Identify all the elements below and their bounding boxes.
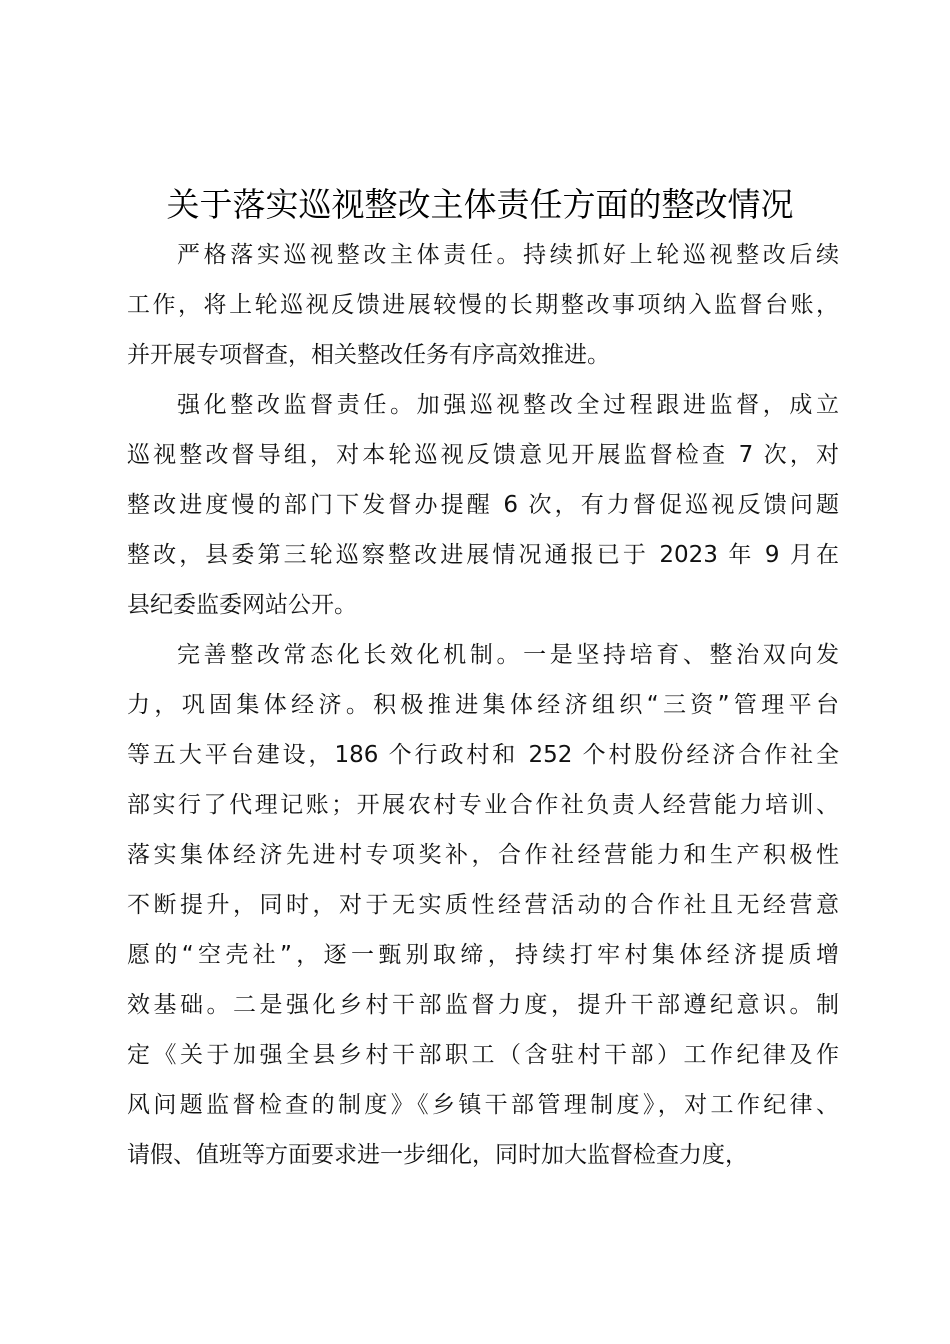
text-line: 愿的“空壳社”，逐一甄别取缔，持续打牢村集体经济提质增 — [127, 942, 839, 968]
text-line: 落实集体经济先进村专项奖补，合作社经营能力和生产积极性 — [127, 842, 839, 868]
text-line: 部实行了代理记账；开展农村专业合作社负责人经营能力培训、 — [127, 792, 839, 818]
paragraph-long-term-mechanism — [127, 630, 839, 1180]
text-line: 强化整改监督责任。加强巡视整改全过程跟进监督，成立 — [177, 392, 839, 418]
text-line: 严格落实巡视整改主体责任。持续抓好上轮巡视整改后续 — [177, 242, 839, 268]
document-body — [127, 230, 839, 1180]
text-line: 等五大平台建设，186 个行政村和 252 个村股份经济合作社全 — [127, 742, 839, 768]
text-line: 整改，县委第三轮巡察整改进展情况通报已于 2023 年 9 月在 — [127, 542, 839, 568]
text-line: 效基础。二是强化乡村干部监督力度，提升干部遵纪意识。制 — [127, 992, 839, 1018]
text-line: 巡视整改督导组，对本轮巡视反馈意见开展监督检查 7 次，对 — [127, 442, 839, 468]
text-line: 风问题监督检查的制度》《乡镇干部管理制度》，对工作纪律、 — [127, 1092, 839, 1118]
paragraph-supervision-responsibility — [127, 380, 839, 630]
text-line: 不断提升，同时，对于无实质性经营活动的合作社且无经营意 — [127, 892, 839, 918]
text-line: 完善整改常态化长效化机制。一是坚持培育、整治双向发 — [177, 642, 839, 668]
text-line: 并开展专项督查，相关整改任务有序高效推进。 — [127, 342, 610, 368]
text-line: 县纪委监委网站公开。 — [127, 592, 357, 618]
text-line: 请假、值班等方面要求进一步细化，同时加大监督检查力度， — [127, 1142, 748, 1168]
text-line: 定《关于加强全县乡村干部职工（含驻村干部）工作纪律及作 — [127, 1042, 839, 1068]
text-line: 整改进度慢的部门下发督办提醒 6 次，有力督促巡视反馈问题 — [127, 492, 839, 518]
text-line: 工作，将上轮巡视反馈进展较慢的长期整改事项纳入监督台账， — [127, 292, 839, 318]
paragraph-main-responsibility — [127, 230, 839, 380]
document-title: 关于落实巡视整改主体责任方面的整改情况 — [166, 185, 794, 224]
text-line: 力，巩固集体经济。积极推进集体经济组织“三资”管理平台 — [127, 692, 839, 718]
